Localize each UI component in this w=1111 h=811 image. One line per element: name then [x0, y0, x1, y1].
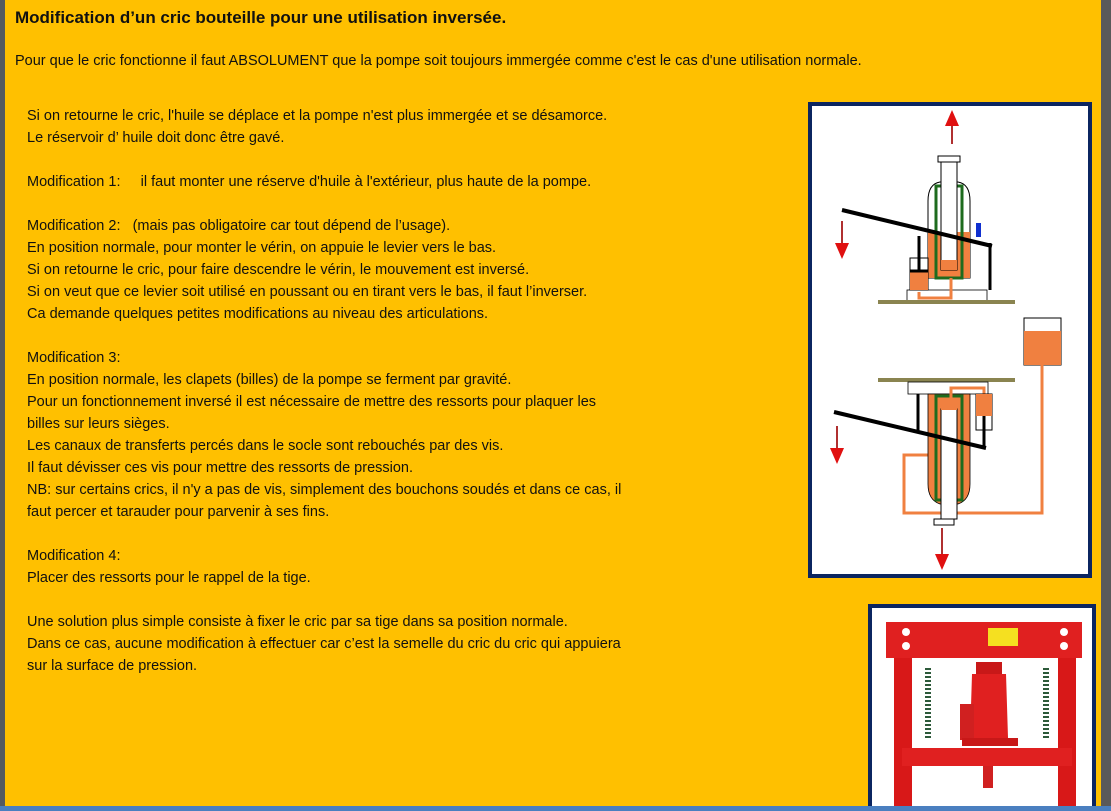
normal-jack [835, 110, 1015, 302]
text-line: Pour un fonctionnement inversé il est nécessaire de mettre des ressorts pour plaquer les [27, 394, 597, 410]
bolt-hole [902, 628, 910, 636]
text-line: Il faut dévisser ces vis pour mettre des ressorts de pression. [27, 460, 414, 476]
ram-cap [938, 156, 960, 162]
down-arrow-icon [835, 243, 849, 259]
inverted-jack [830, 318, 1061, 570]
press-bed [902, 748, 1072, 766]
down-arrow-icon-3 [935, 554, 949, 570]
text-line: En position normale, pour monter le vérin, on appuie le levier vers le bas. [27, 240, 497, 256]
text-line: Si on retourne le cric, pour faire descendre le vérin, le mouvement est inversé. [27, 262, 530, 278]
text-line: Dans ce cas, aucune modification à effectuer car c’est la semelle du cric du cric qui appuiera [27, 636, 621, 652]
press-illustration [872, 608, 1092, 810]
up-arrow-icon [945, 110, 959, 126]
jack-ram-bottom [983, 766, 993, 788]
bolt-hole [1060, 642, 1068, 650]
reservoir-oil [1024, 331, 1061, 365]
paragraph-modification-2 [27, 215, 807, 325]
paragraph [27, 105, 807, 149]
text-line: Si on veut que ce levier soit utilisé en poussant ou en tirant vers le bas, il faut l’inverser. [27, 284, 588, 300]
text-line: Une solution plus simple consiste à fixer le cric par sa tige dans sa position normale. [27, 614, 568, 630]
text-line: Le réservoir d’ huile doit donc être gavé. [27, 130, 285, 146]
text-line: Modification 3: [27, 350, 121, 366]
jack-base [962, 738, 1018, 746]
inverted-ram-cap [934, 519, 954, 525]
text-line: En position normale, les clapets (billes) de la pompe se ferment par gravité. [27, 372, 512, 388]
body-text [27, 105, 807, 699]
window-right-edge [1101, 0, 1111, 811]
paragraph-modification-4 [27, 545, 807, 589]
page-title: Modification d’un cric bouteille pour une utilisation inversée. [15, 8, 507, 27]
ram [941, 162, 957, 270]
bolt-hole [902, 642, 910, 650]
press-top-beam [886, 622, 1082, 658]
jack-ram-top [976, 662, 1002, 674]
jack-diagram [812, 106, 1088, 574]
press-left-leg [894, 658, 912, 810]
jack-diagram-figure [808, 102, 1092, 578]
paragraph-simple-solution [27, 611, 807, 677]
label-sticker [988, 628, 1018, 646]
text-line: billes sur leurs sièges. [27, 416, 170, 432]
inverted-pump-oil [976, 394, 992, 416]
text-line: Les canaux de transferts percés dans le socle sont rebouchés par des vis. [27, 438, 504, 454]
valve-knob [976, 223, 981, 237]
down-arrow-icon-2 [830, 448, 844, 464]
text-line: Ca demande quelques petites modifications au niveau des articulations. [27, 306, 489, 322]
text-line: Modification 4: [27, 548, 121, 564]
text-line: Si on retourne le cric, l'huile se déplace et la pompe n'est plus immergée et se désamorce. [27, 108, 608, 124]
jack-pump [960, 704, 974, 740]
text-line: Modification 1: il faut monter une réserve d'huile à l'extérieur, plus haute de la pompe. [27, 174, 592, 190]
paragraph-modification-1 [27, 171, 807, 193]
inverted-ram [941, 409, 957, 519]
hydraulic-press-photo [868, 604, 1096, 810]
window-bottom-border [0, 806, 1111, 811]
inverted-oil-chamber [941, 400, 957, 410]
pump-oil [910, 272, 928, 290]
intro-text: Pour que le cric fonctionne il faut ABSOLUMENT que la pompe soit toujours immergée comme c'est le cas d'une utilisation normale. [15, 53, 862, 69]
text-line: faut percer et tarauder pour parvenir à ses fins. [27, 504, 330, 520]
text-line: Placer des ressorts pour le rappel de la tige. [27, 570, 311, 586]
bolt-hole [1060, 628, 1068, 636]
paragraph-modification-3 [27, 347, 807, 523]
text-line: NB: sur certains crics, il n'y a pas de vis, simplement des bouchons soudés et dans ce cas, il [27, 482, 622, 498]
text-line: sur la surface de pression. [27, 658, 198, 674]
oil-chamber [941, 260, 957, 270]
press-right-leg [1058, 658, 1076, 810]
text-line: Modification 2: (mais pas obligatoire car tout dépend de l’usage). [27, 218, 451, 234]
bottle-jack-body [970, 674, 1008, 738]
